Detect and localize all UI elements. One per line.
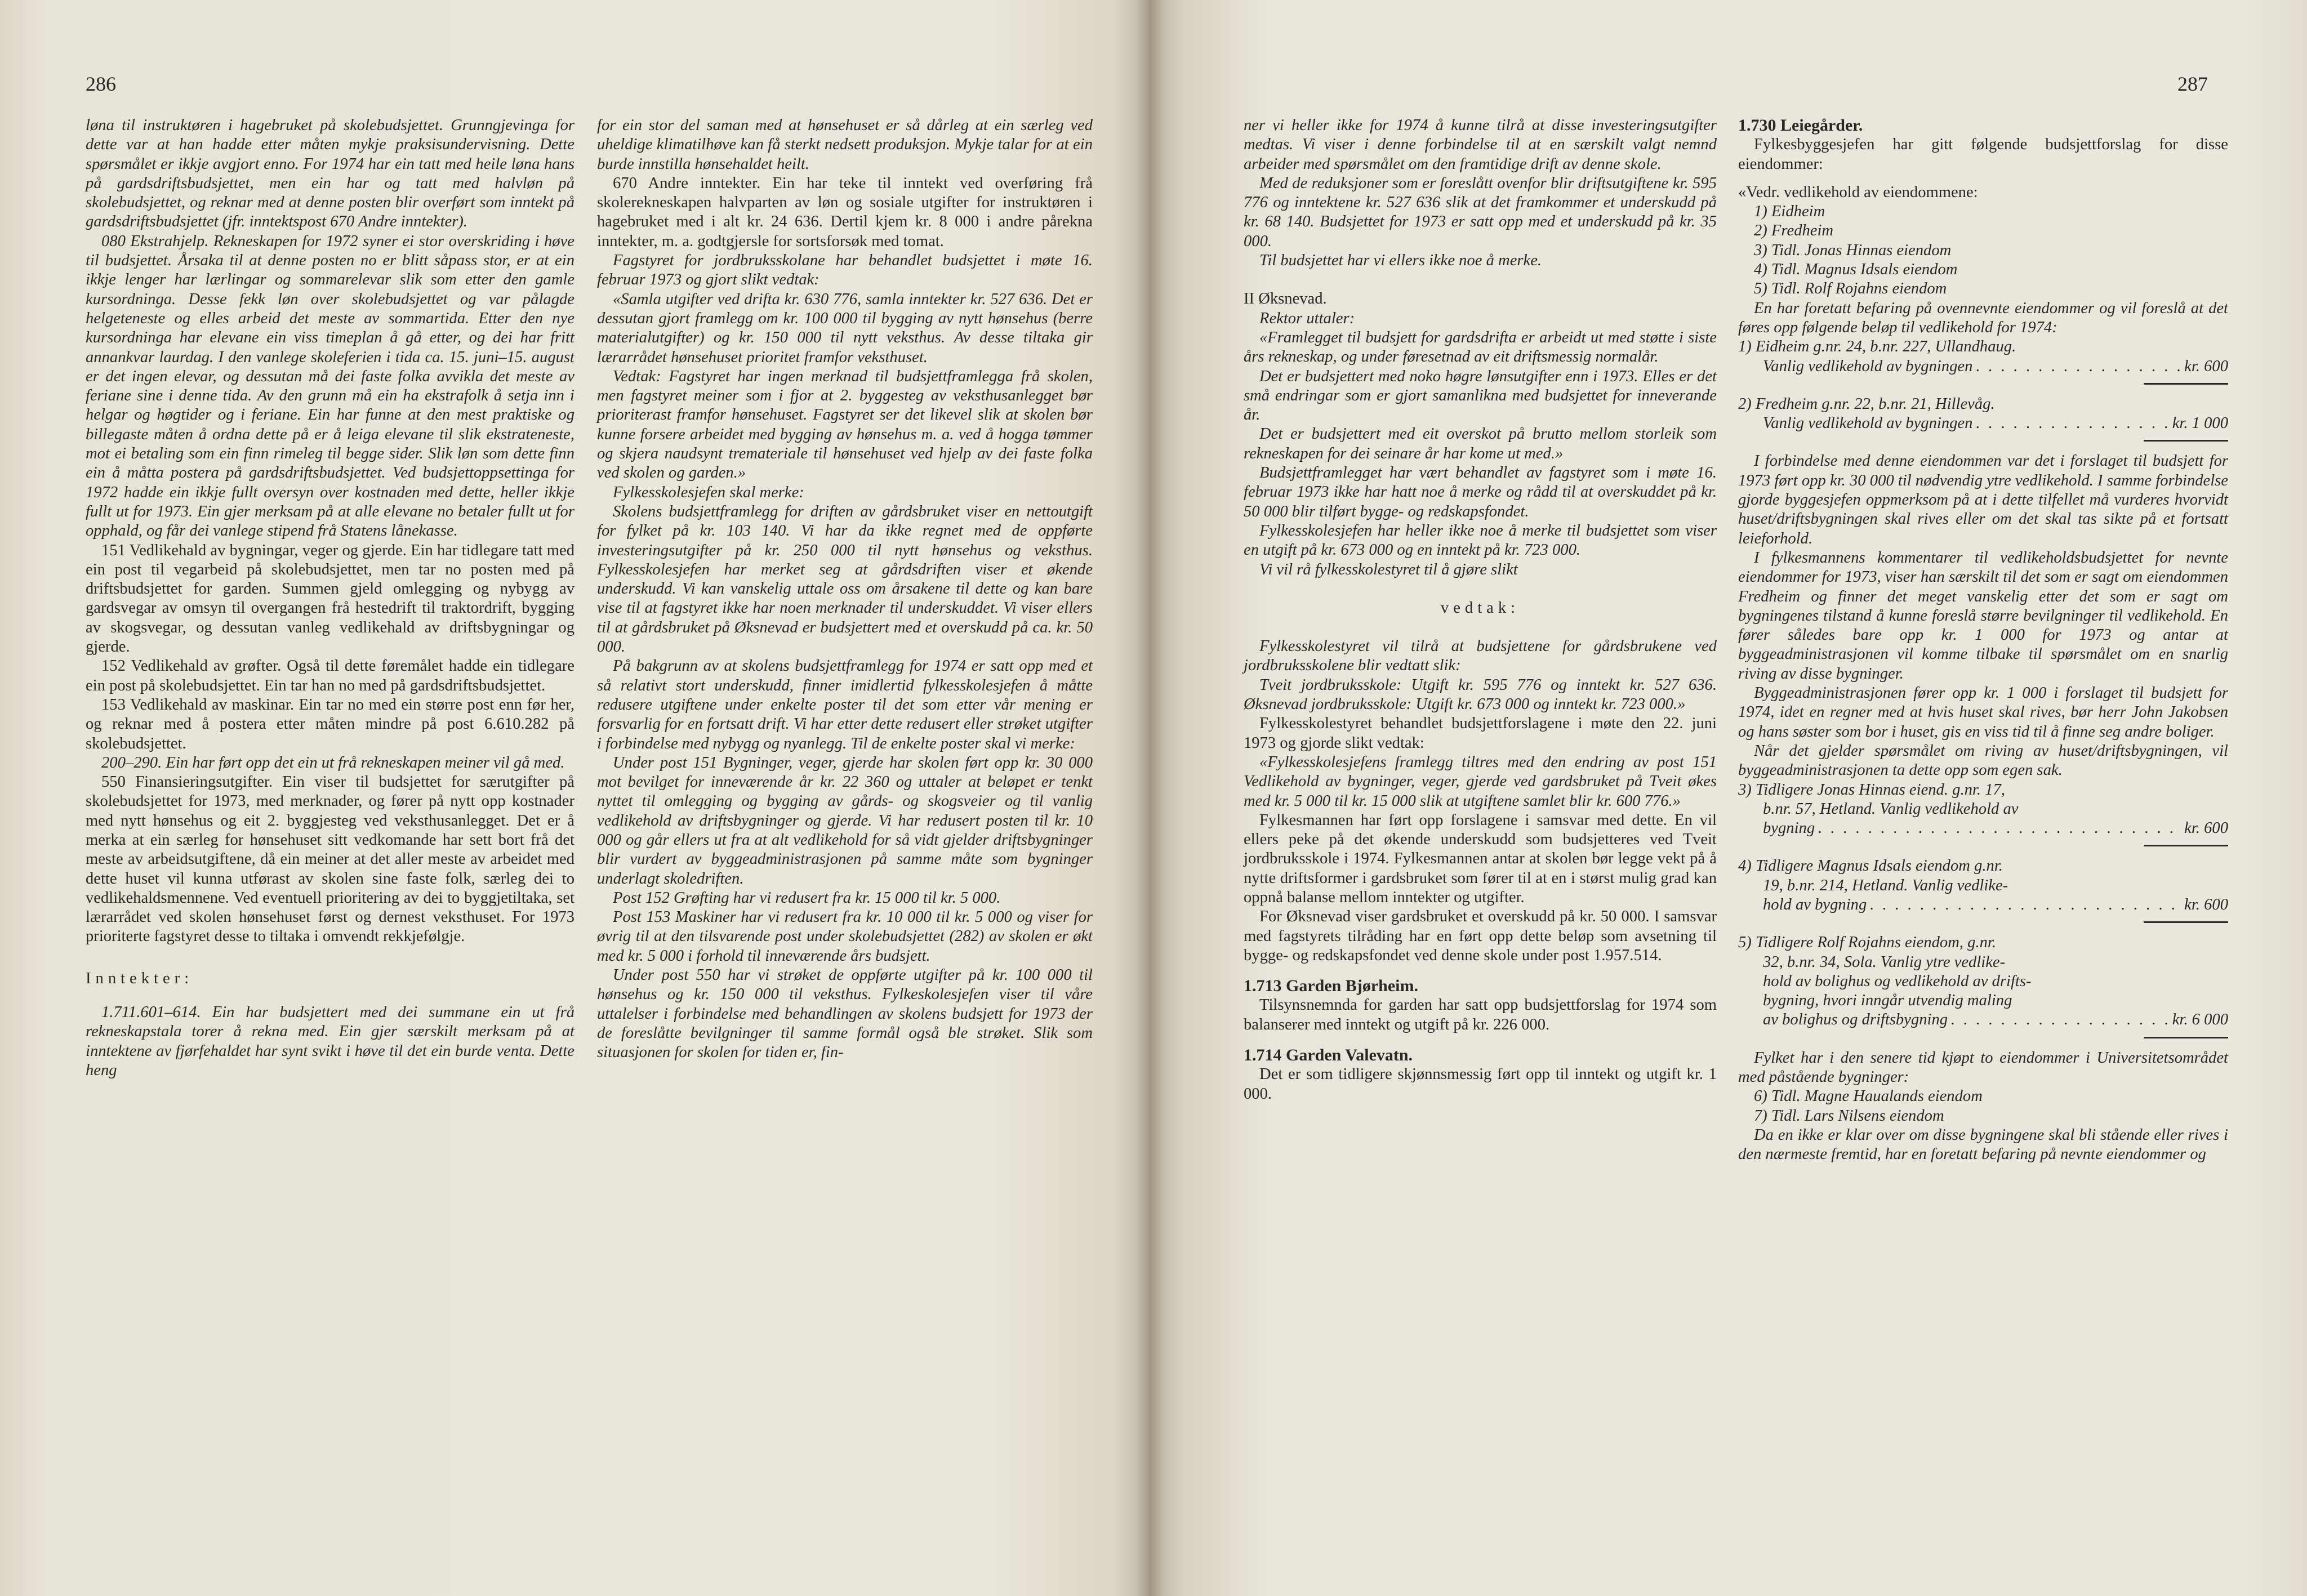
property-list bbox=[1738, 202, 2228, 298]
paragraph: «Framlegget til budsjett for gardsdrifta er arbeidt ut med støtte i siste års rekneskap, og under føresetnad av eit driftsmessig normalår. bbox=[1244, 328, 1717, 366]
list-item: 3) Tidl. Jonas Hinnas eiendom bbox=[1754, 241, 1952, 259]
budget-item-5-title: 5) Tidligere Rolf Rojahns eiendom, g.nr. bbox=[1738, 934, 1997, 952]
left-page bbox=[0, 0, 1149, 1596]
budget-item-2-desc: Vanlig vedlikehold av bygningen bbox=[1763, 414, 1973, 433]
budget-item-4-title: 4) Tidligere Magnus Idsals eiendom g.nr. bbox=[1738, 857, 2003, 875]
paragraph: 670 Andre inntekter. Ein har teke til inntekt ved overføring frå skolerekneskapen halvparten av løn og sosiale utgifter for instruktøren i hagebruket med i alt kr. 24 636. Dertil kjem kr. 8 000 i andre påreknа inntekter, m. a. godtgjersle for sortsforsøk med tomat. bbox=[597, 174, 1093, 250]
paragraph: 152 Vedlikehald av grøfter. Også til dette føremålet hadde ein tidlegare ein post på skolebudsjettet. Ein tar han no med på gardsdriftsbudsjettet. bbox=[86, 657, 574, 694]
paragraph: Fylkesmannen har ført opp forslagene i samsvar med dette. En vil ellers peke på det økende underskudd som budsjetteres ved Tveit jordbruksskole i 1974. Fylkesmannen antar at skolen bør legge vekt på å nytte driftsformer i gardsbruket som fører til at en i størst mulig grad kan oppnå balanse mellom inntekter og utgifter. bbox=[1244, 811, 1717, 906]
budget-item-5-desc: 32, b.nr. 34, Sola. Vanlig ytre vedlike- bbox=[1763, 953, 2006, 971]
paragraph: Byggeadministrasjonen fører opp kr. 1 000 i forslaget til budsjett for 1974, idet en regner med at hvis huset skal rives, bør herr John Jakobsen og hans søster som bor i huset, gis en viss tid til å finne seg andre boliger. bbox=[1738, 684, 2228, 741]
paragraph: Tilsynsnemnda for garden har satt opp budsjettforslag for 1974 som balanserer med inntekt og utgift på kr. 226 000. bbox=[1244, 996, 1717, 1033]
leader-dots bbox=[1976, 357, 2181, 376]
right-page bbox=[1149, 0, 2307, 1596]
budget-item-4 bbox=[1738, 857, 2228, 915]
leader-dots bbox=[1951, 1010, 2169, 1029]
paragraph: Det er som tidligere skjønnsmessig ført opp til inntekt og utgift kr. 1 000. bbox=[1244, 1066, 1717, 1103]
budget-item-1-title: 1) Eidheim g.nr. 24, b.nr. 227, Ullandhaug. bbox=[1738, 338, 2016, 356]
paragraph: En har foretatt befaring på ovennevnte eiendommer og vil foreslå at det føres opp følgende beløp til vedlikehold for 1974: bbox=[1738, 299, 2228, 336]
leader-dots bbox=[1976, 414, 2168, 433]
divider bbox=[2144, 383, 2228, 385]
paragraph: Med de reduksjoner som er foreslått ovenfor blir driftsutgiftene kr. 595 776 og inntektene kr. 527 636 slik at det framkommer et underskudd på kr. 68 140. Budsjettet for 1973 er satt opp med et underskudd på kr. 35 000. bbox=[1244, 174, 1717, 250]
paragraph: For Øksnevad viser gardsbruket et overskudd på kr. 50 000. I samsvar med fagstyrets tilråding har en ført opp dette beløp som avsetning til bygge- og redskapsfondet ved denne skole under post 1.957.514. bbox=[1244, 908, 1717, 964]
paragraph: 1.711.601–614. Ein har budsjettert med dei summane ein ut frå rekneskapstala torer å rekna med. Ein gjer særskilt merksam på at inntektene av fjørfehaldet har synt svikt i høve til det ein burde venta. Dette heng bbox=[86, 1004, 574, 1079]
budget-item-3-title: 3) Tidligere Jonas Hinnas eiend. g.nr. 17, bbox=[1738, 781, 2005, 799]
list-item: 6) Tidl. Magne Haualands eiendom bbox=[1754, 1087, 1983, 1105]
paragraph: Budsjettframlegget har vært behandlet av fagstyret som i møte 16. februar 1973 ikke har hatt noe å merke og rådd til at overskuddet på kr. 50 000 blir tilført bygge- og redskapsfondet. bbox=[1244, 464, 1717, 520]
section-heading-leiegarder: 1.730 Leiegårder. bbox=[1738, 116, 1863, 135]
paragraph: Fylkesbyggesjefen har gitt følgende budsjettforslag for disse eiendommer: bbox=[1738, 136, 2228, 173]
paragraph: «Fylkesskolesjefens framlegg tiltres med den endring av post 151 Vedlikehold av bygninger, veger, gjerde ved gardsbruket på Tveit økes med kr. 5 000 til kr. 15 000 slik at utgiftene samlet blir kr. 600 776.» bbox=[1244, 753, 1717, 810]
paragraph: Skolens budsjettframlegg for driften av gårdsbruket viser en nettoutgift for fylket på kr. 103 140. Vi har da ikke regnet med de oppførte investeringsutgifter på kr. 250 000 til nytt hønsehus og veksthus. Fylkesskolesjefen har merket seg at gårdsdriften viser et økende underskudd. Vi kan vanskelig uttale oss om årsakene til dette og kan bare vise til at fagstyret ikke har noen merknader til underskuddet. Vi viser ellers til at gårdsbruket på Øksnevad er budsjettert med et overskudd på ca. kr. 50 000. bbox=[597, 502, 1093, 656]
leader-dots bbox=[1870, 895, 2181, 915]
spaced-heading: Inntekter: bbox=[86, 969, 194, 987]
paragraph: På bakgrunn av at skolens budsjettframlegg for 1974 er satt opp med et så relativt stort underskudd, finner imidlertid fylkesskolesjefen å måtte redusere utgiftene under enkelte poster til det som etter vår mening er forsvarlig for en fortsatt drift. Vi har etter dette redusert eller strøket utgifter i forbindelse med nybygg og nyanlegg. Til de enkelte poster skal vi merke: bbox=[597, 657, 1093, 752]
paragraph: Fylkesskolestyret behandlet budsjettforslagene i møte den 22. juni 1973 og gjorde slikt vedtak: bbox=[1244, 715, 1717, 752]
budget-item-5-line bbox=[1738, 1010, 2228, 1029]
paragraph: Rektor uttaler: bbox=[1259, 309, 1355, 327]
paragraph: Under post 151 Bygninger, veger, gjerde har skolen ført opp kr. 30 000 mot bevilget for inneværende år kr. 22 360 og uttaler at beløpet er tenkt nyttet til omlegging og bygging av gårds- og skogsveier og til vanlig vedlikehold av driftsbygninger og gjerde. Vi har redusert posten til kr. 10 000 og går ellers ut fra at alt vedlikehold for så vidt gjelder driftsbygninger blir vurdert av byggeadministrasjonen på samme måte som bygninger underlagt skoledriften. bbox=[597, 754, 1093, 888]
budget-item-2-title: 2) Fredheim g.nr. 22, b.nr. 21, Hillevåg. bbox=[1738, 395, 1995, 413]
paragraph: II Øksnevad. bbox=[1244, 290, 1327, 308]
budget-item-1-desc: Vanlig vedlikehold av bygningen bbox=[1763, 357, 1973, 375]
list-item: 7) Tidl. Lars Nilsens eiendom bbox=[1754, 1107, 1944, 1125]
page-number-left: 286 bbox=[86, 73, 116, 95]
paragraph: Post 153 Maskiner har vi redusert fra kr. 10 000 til kr. 5 000 og viser for øvrig til at den tilsvarende post under skolebudsjettet (282) av skolen er økt med kr. 5 000 i forhold til inneværende års budsjett. bbox=[597, 908, 1093, 965]
paragraph: 153 Vedlikehald av maskinar. Ein tar no med ein større post enn før her, og reknar med å postera etter måten mindre på post 6.610.282 på skolebudsjettet. bbox=[86, 696, 574, 752]
paragraph: I forbindelse med denne eiendommen var det i forslaget til budsjett for 1973 ført opp kr. 30 000 til nødvendig ytre vedlikehold. I samme forbindelse gjorde byggesjefen oppmerksom på at i dette tilfellet må vurderes hvorvidt huset/driftsbygningen skal rives eller om det skal tas sikte på et fortsatt leieforhold. bbox=[1738, 452, 2228, 547]
budget-item-4-desc-end: hold av bygning bbox=[1763, 895, 1867, 913]
paragraph: «Samla utgifter ved drifta kr. 630 776, samla inntekter kr. 527 636. Det er dessutan gjort framlegg om kr. 100 000 til bygging av nytt hønsehus (berre materialutgifter) og kr. 150 000 til nytt veksthus. Av desse tiltaka gir lærarrådet hønsehuset prioritet framfor veksthuset. bbox=[597, 290, 1093, 366]
spacer bbox=[1244, 270, 1717, 289]
paragraph: 151 Vedlikehald av bygningar, veger og gjerde. Ein har tidlegare tatt med ein post til vegarbeid på skolebudsjettet, men tar no posten med på driftsbudsjettet for garden. Summen gjeld omlegging og nybygg av gardsvegar av omsyn til overgangen frå hestedrift til traktordrift, bygging av skogsvegar, og dessutan vanleg vedlikehald av driftsbygningar og gjerde. bbox=[86, 541, 574, 656]
divider bbox=[2144, 845, 2228, 846]
budget-item-5-desc: bygning, hvori inngår utvendig maling bbox=[1763, 992, 2012, 1010]
budget-item-5-desc-end: av bolighus og driftsbygning bbox=[1763, 1011, 1948, 1029]
budget-item-2-amount: kr. 1 000 bbox=[2172, 414, 2228, 433]
list-item: 2) Fredheim bbox=[1754, 222, 1834, 240]
leader-dots bbox=[1818, 819, 2181, 838]
budget-item-4-amount: kr. 600 bbox=[2184, 895, 2228, 913]
paragraph: Da en ikke er klar over om disse bygningene skal bli stående eller rives i den nærmeste fremtid, har en foretatt befaring på nevnte eiendommer og bbox=[1738, 1126, 2228, 1163]
paragraph: Tveit jordbruksskole: Utgift kr. 595 776 og inntekt kr. 527 636. Øksnevad jordbruksskole: Utgift kr. 673 000 og inntekt kr. 723 000.» bbox=[1244, 676, 1717, 714]
paragraph: 550 Finansieringsutgifter. Ein viser til budsjettet for særutgifter på skolebudsjettet for 1973, med merknader, og fører på nytt opp kostnader med nytt hønsehus og eit 2. byggjesteg ved veksthusanlegget. Det er å merka at ein særleg for hønsehuset sitt vedkomande har sett bort frå det meste av arbeidsutgiftene, då ein meiner at det aller meste av arbeidet med dette huset vil kunna utførast av skolen sine faste folk, særleg dei to vedlikehaldsmennene. Ved eventuell prioritering av dei to byggjetiltaka, set lærarrådet ved skolen hønsehuset først og dernest veksthuset. For 1973 prioriterte fagstyret desse to tiltaka i omvendt rekkjefølgje. bbox=[86, 773, 574, 946]
budget-item-3-amount: kr. 600 bbox=[2184, 819, 2228, 837]
divider bbox=[2144, 440, 2228, 442]
section-heading: 1.713 Garden Bjørheim. bbox=[1244, 977, 1418, 996]
paragraph: Det er budsjettert med noko høgre lønsutgifter enn i 1973. Elles er det små endringar som er gjort samanlikna med budsjettet for inneverande år. bbox=[1244, 367, 1717, 424]
paragraph: I fylkesmannens kommentarer til vedlikeholdsbudsjettet for nevnte eiendommer for 1973, viser han særskilt til det som er sagt om eiendommen Fredheim og finner det meget vanskelig etter det som er sagt om bygningenes tilstand å kunne foreslå større bevilgninger til vedlikehold. En fører således bare opp kr. 1 000 for 1973 og antar at byggeadministrasjonen vil komme tilbake til spørsmålet om en snarlig riving av disse bygninger. bbox=[1738, 549, 2228, 683]
budget-item-1-line bbox=[1738, 357, 2228, 376]
column-4 bbox=[1738, 116, 2228, 1165]
list-item: 1) Eidheim bbox=[1754, 203, 1825, 221]
column-3 bbox=[1244, 116, 1717, 1104]
page-number-right: 287 bbox=[2177, 73, 2208, 95]
column-2 bbox=[597, 116, 1093, 1063]
paragraph: for ein stor del saman med at hønsehuset er så dårleg at ein særleg ved uheldige klimatilhøve kan få sterkt nedsett produksjon. Mykje talar for at ein burde innstilla hønsehaldet heilt. bbox=[597, 117, 1093, 173]
paragraph: Fylket har i den senere tid kjøpt to eiendommer i Universitetsområdet med påstående bygninger: bbox=[1738, 1049, 2228, 1086]
paragraph: Vedtak: Fagstyret har ingen merknad til budsjettframlegga frå skolen, men fagstyret meiner som i fjor at 2. byggesteg av veksthusanlegget bør prioriterast framfor hønsehuset. Fagstyret ser det likevel slik at skolen bør kunne forsere arbeidet med bygging av hønsehus m. a. ved å hogga tømmer og skjera naudsynt trematerialе til hønsehuset ved hjelp av dei faste folka ved skolen og garden.» bbox=[597, 367, 1093, 482]
book-gutter bbox=[1135, 0, 1164, 1596]
budget-item-4-desc: 19, b.nr. 214, Hetland. Vanlig vedlike- bbox=[1763, 876, 2008, 894]
list-item: 5) Tidl. Rolf Rojahns eiendom bbox=[1754, 280, 1947, 298]
budget-item-3 bbox=[1738, 781, 2228, 839]
paragraph: løna til instruktøren i hagebruket på skolebudsjettet. Grunngjevinga for dette var at han hadde etter måten mykje praksisundervisning. Dette spørsmålet er ikkje avgjort enno. For 1974 har ein tatt med heile løna hans på gardsdriftsbudsjettet, men ein har og tatt med halvløn på skolebudsjettet, og reknar med at denne posten blir overført som inntekt på gardsdriftsbudsjettet (jfr. inntektspost 670 Andre inntekter). bbox=[86, 117, 574, 231]
paragraph: Fylkesskolestyret vil tilrå at budsjettene for gårdsbrukene ved jordbruksskolene blir vedtatt slik: bbox=[1244, 637, 1717, 675]
paragraph: «Vedr. vedlikehold av eiendommene: bbox=[1738, 183, 1978, 201]
paragraph: ner vi heller ikke for 1974 å kunne tilrå at disse investeringsutgifter medtas. Vi viser i denne forbindelse til at en særskilt valgt nemnd arbeider med spørsmålet om den framtidige drift av denne skole. bbox=[1244, 117, 1717, 173]
paragraph: Til budsjettet har vi ellers ikke noe å merke. bbox=[1259, 252, 1542, 270]
paragraph: Fagstyret for jordbruksskolane har behandlet budsjettet i møte 16. februar 1973 og gjort slikt vedtak: bbox=[597, 252, 1093, 289]
paragraph: Vi vil rå fylkesskolestyret til å gjøre slikt bbox=[1259, 560, 1518, 578]
budget-item-3-desc: b.nr. 57, Hetland. Vanlig vedlikehold av bbox=[1763, 800, 2019, 818]
budget-item-3-desc-end: bygning bbox=[1763, 819, 1815, 837]
paragraph: Når det gjelder spørsmålet om riving av huset/driftsbygningen, vil byggeadministrasjonen ta dette opp som egen sak. bbox=[1738, 742, 2228, 779]
paragraph: Post 152 Grøfting har vi redusert fra kr. 15 000 til kr. 5 000. bbox=[613, 889, 1001, 907]
budget-item-3-line bbox=[1738, 819, 2228, 838]
paragraph: Fylkesskolesjefen har heller ikke noe å merke til budsjettet som viser en utgift på kr. 673 000 og en inntekt på kr. 723 000. bbox=[1244, 521, 1717, 559]
paragraph: Under post 550 har vi strøket de oppførte utgifter på kr. 100 000 til hønsehus og kr. 150 000 til veksthus. Fylkeskolesjefen viser til våre uttalelser i forbindelse med behandlingen av skolens budsjett for 1973 der de foreslåtte bevilgninger til samme formål også ble strøket. Slik som situasjonen for skolen for tiden er, fin- bbox=[597, 966, 1093, 1062]
paragraph: Fylkesskolesjefen skal merke: bbox=[613, 483, 804, 501]
budget-item-4-line bbox=[1738, 895, 2228, 915]
column-1 bbox=[86, 116, 574, 1080]
paragraph: Det er budsjettert med eit overskot på brutto mellom storleik som rekneskapen for dei seinare år har kome ut med.» bbox=[1244, 425, 1717, 462]
budget-item-1-amount: kr. 600 bbox=[2184, 357, 2228, 375]
section-heading: 1.714 Garden Valevatn. bbox=[1244, 1046, 1413, 1065]
paragraph: 200–290. Ein har ført opp det ein ut frå rekneskapen meiner vil gå med. bbox=[101, 754, 565, 772]
divider bbox=[2144, 1037, 2228, 1038]
budget-item-5 bbox=[1738, 933, 2228, 1029]
budget-item-2-line bbox=[1738, 414, 2228, 433]
budget-item-5-desc: hold av bolighus og vedlikehold av drifts- bbox=[1763, 972, 2032, 990]
list-item: 4) Tidl. Magnus Idsals eiendom bbox=[1754, 261, 1958, 279]
budget-item-5-amount: kr. 6 000 bbox=[2172, 1011, 2228, 1029]
paragraph: 080 Ekstrahjelp. Rekneskapen for 1972 syner ei stor overskriding i høve til budsjettet. Årsaka til at denne posten no er blitt såpass stor, er at ein ikkje lenger har lærlingar og sommarelevar slik som etter den gamle kursordninga. Desse fekk løn over skolebudsjettet og var pålagde helgeteneste og elles arbeid det meste av sommartida. Etter den nye kursordninga har elevane ein viss timeplan å gå etter, og dei har fritt annankvar laurdag. I den vanlege skoleferien i tida ca. 15. juni–15. august er det ingen elevar, og dessutan må dei faste folka avvikla det meste av feriane sine i denne tida. Av den grunn må ein ha ekstrafolk å setja inn i helgar og høgtider og i feriane. Ein har funne at den mest praktiske og billegaste måten å ordna dette på er å leiga elevane til slik ekstrateneste, mot ei betaling som ein finn rimeleg til begge sider. Slik løn som dette finn ein å måtta postera på gardsdriftsbudsjettet. Ved budsjettoppsettinga for 1972 hadde ein ikkje fullt oversyn over kostnaden med dette, heller ikkje fullt ut for 1973. Ein gjer merksam på at alle elevane no betaler fullt ut for opphald, og får dei vanlege stipend frå Statens lånekasse. bbox=[86, 232, 574, 540]
divider bbox=[2144, 921, 2228, 923]
spaced-heading: vedtak: bbox=[1440, 599, 1520, 617]
